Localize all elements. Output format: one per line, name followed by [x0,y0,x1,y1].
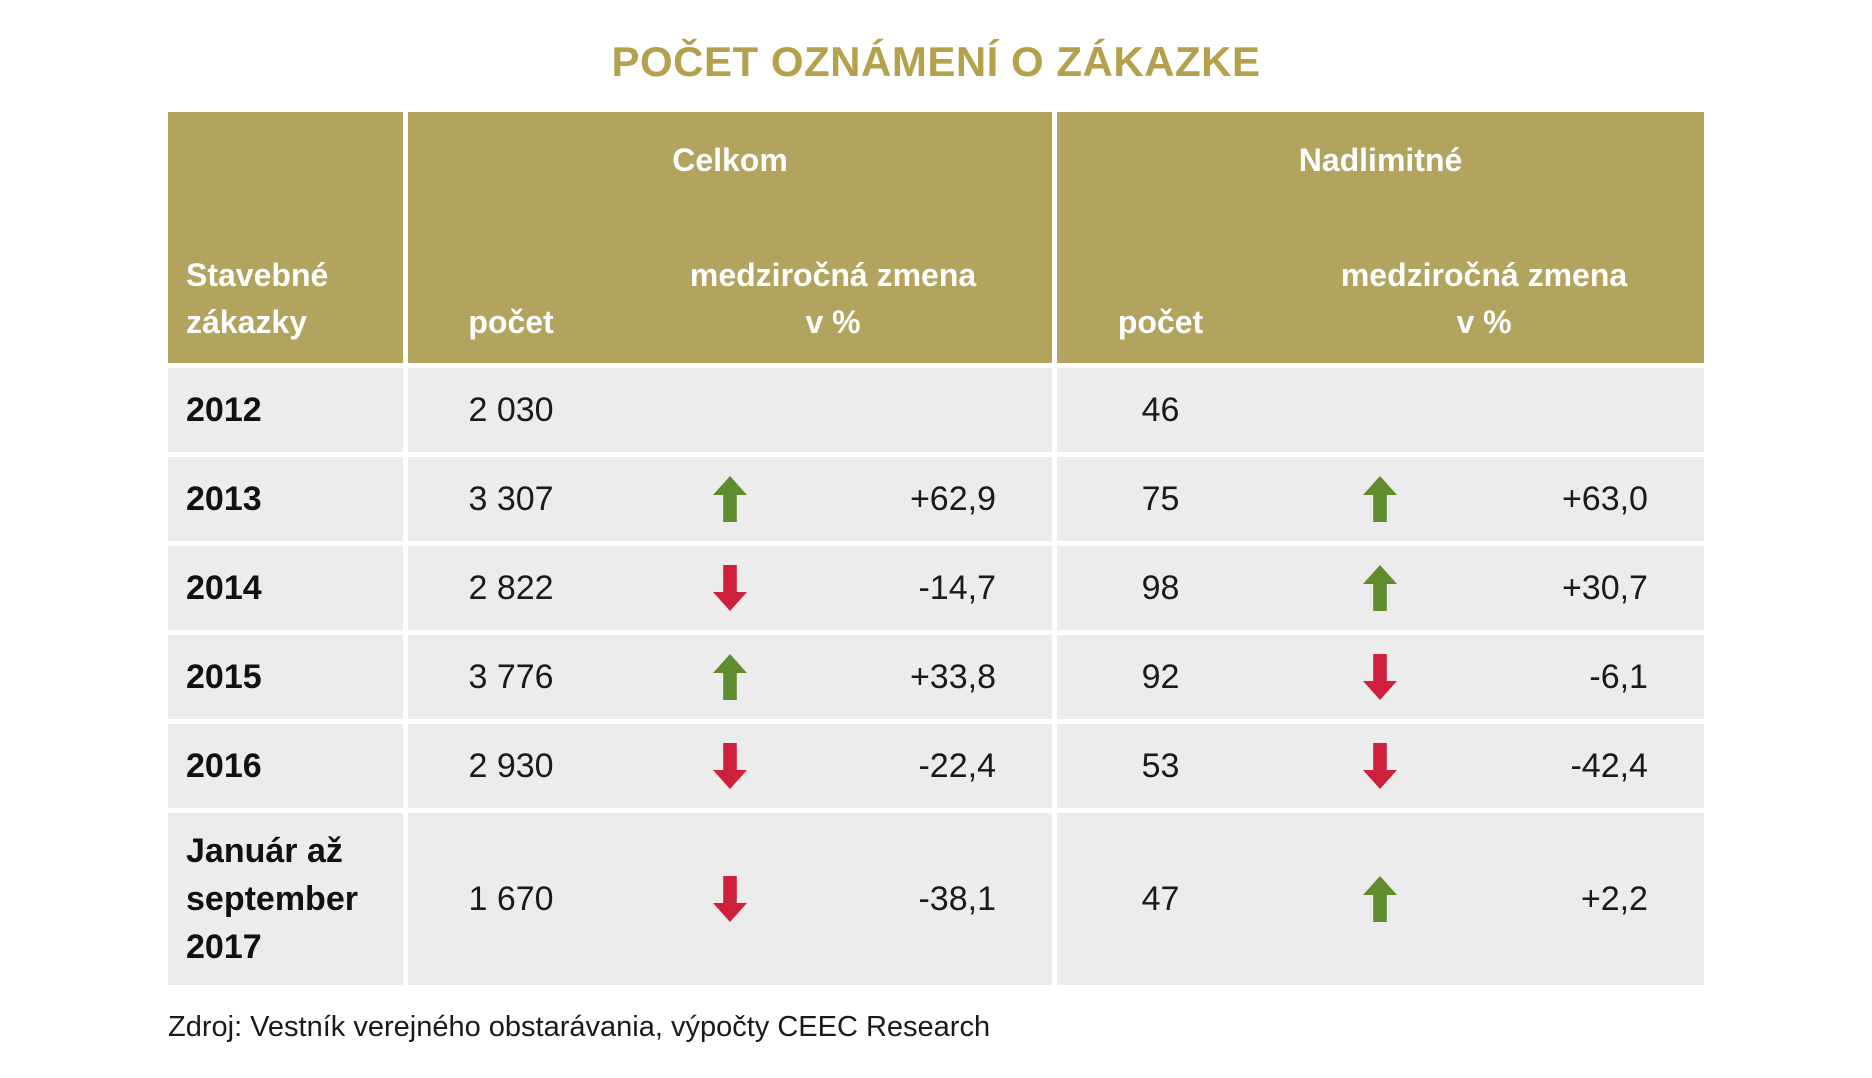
nadlimitne-count: 46 [1141,390,1180,429]
up-arrow-icon [1363,876,1397,922]
nadlimitne-change: +2,2 [1580,879,1648,918]
nadlimitne-change: -42,4 [1570,746,1648,785]
celkom-cell [403,546,1052,630]
row-label: 2014 [168,546,403,630]
trend-arrow [1264,565,1497,611]
row-label: 2012 [168,368,403,452]
down-arrow-icon [713,743,747,789]
celkom-cell [403,368,1052,452]
table-row [168,635,1704,719]
table-row [168,813,1704,985]
change-header-celkom [614,252,1052,345]
nadlimitne-change: -6,1 [1589,657,1648,696]
trend-arrow [614,743,846,789]
celkom-count: 2 822 [468,568,554,607]
change-header-nadlimitne [1264,252,1704,345]
trend-arrow [1264,876,1497,922]
trend-arrow [1264,743,1497,789]
section-header-celkom [403,112,1052,363]
section-title-nadlimitne: Nadlimitné [1298,142,1463,178]
row-label: 2015 [168,635,403,719]
celkom-cell [403,724,1052,808]
row-header-label: Stavebné zákazky [168,112,403,363]
celkom-change: +33,8 [909,657,996,696]
page-title: POČET OZNÁMENÍ O ZÁKAZKE [611,38,1261,85]
trend-arrow [614,476,846,522]
change-header-line1: medziročná zmena [1340,257,1628,294]
nadlimitne-count: 92 [1141,657,1180,696]
up-arrow-icon [713,654,747,700]
trend-arrow [614,565,846,611]
down-arrow-icon [713,565,747,611]
celkom-change: -14,7 [918,568,996,607]
up-arrow-icon [713,476,747,522]
nadlimitne-change: +30,7 [1561,568,1648,607]
data-table [168,112,1704,985]
change-header-line1: medziročná zmena [689,257,977,294]
nadlimitne-change: +63,0 [1561,479,1648,518]
nadlimitne-count: 75 [1141,479,1180,518]
celkom-count: 3 776 [468,657,554,696]
nadlimitne-cell [1052,457,1704,541]
table-row [168,724,1704,808]
celkom-change: -38,1 [918,879,996,918]
table-row [168,546,1704,630]
trend-arrow [614,654,846,700]
nadlimitne-count: 53 [1141,746,1180,785]
trend-arrow [614,876,846,922]
celkom-count: 2 030 [468,390,554,429]
trend-arrow [1264,476,1497,522]
celkom-change: +62,9 [909,479,996,518]
nadlimitne-count: 47 [1141,879,1180,918]
source-note: Zdroj: Vestník verejného obstarávania, výpočty CEEC Research [168,1011,991,1043]
celkom-count: 1 670 [468,879,554,918]
count-header-celkom: počet [468,303,554,340]
subheader-celkom [408,252,1052,363]
celkom-cell [403,457,1052,541]
nadlimitne-cell [1052,724,1704,808]
table-row [168,457,1704,541]
celkom-cell [403,635,1052,719]
up-arrow-icon [1363,476,1397,522]
section-header-nadlimitne [1052,112,1704,363]
section-title-celkom: Celkom [672,142,788,178]
nadlimitne-cell [1052,546,1704,630]
row-label: 2016 [168,724,403,808]
celkom-change: -22,4 [918,746,996,785]
celkom-count: 2 930 [468,746,554,785]
down-arrow-icon [1363,743,1397,789]
table-header [168,112,1704,363]
table-row [168,368,1704,452]
subheader-nadlimitne [1057,252,1704,363]
up-arrow-icon [1363,565,1397,611]
celkom-count: 3 307 [468,479,554,518]
down-arrow-icon [1363,654,1397,700]
nadlimitne-count: 98 [1141,568,1180,607]
nadlimitne-cell [1052,813,1704,985]
down-arrow-icon [713,876,747,922]
nadlimitne-cell [1052,635,1704,719]
count-header-nadlimitne: počet [1117,303,1204,340]
row-label: 2013 [168,457,403,541]
row-label: Január až september 2017 [168,813,403,985]
nadlimitne-cell [1052,368,1704,452]
trend-arrow [1264,654,1497,700]
change-header-line2: v % [805,303,861,340]
change-header-line2: v % [1456,303,1512,340]
celkom-cell [403,813,1052,985]
